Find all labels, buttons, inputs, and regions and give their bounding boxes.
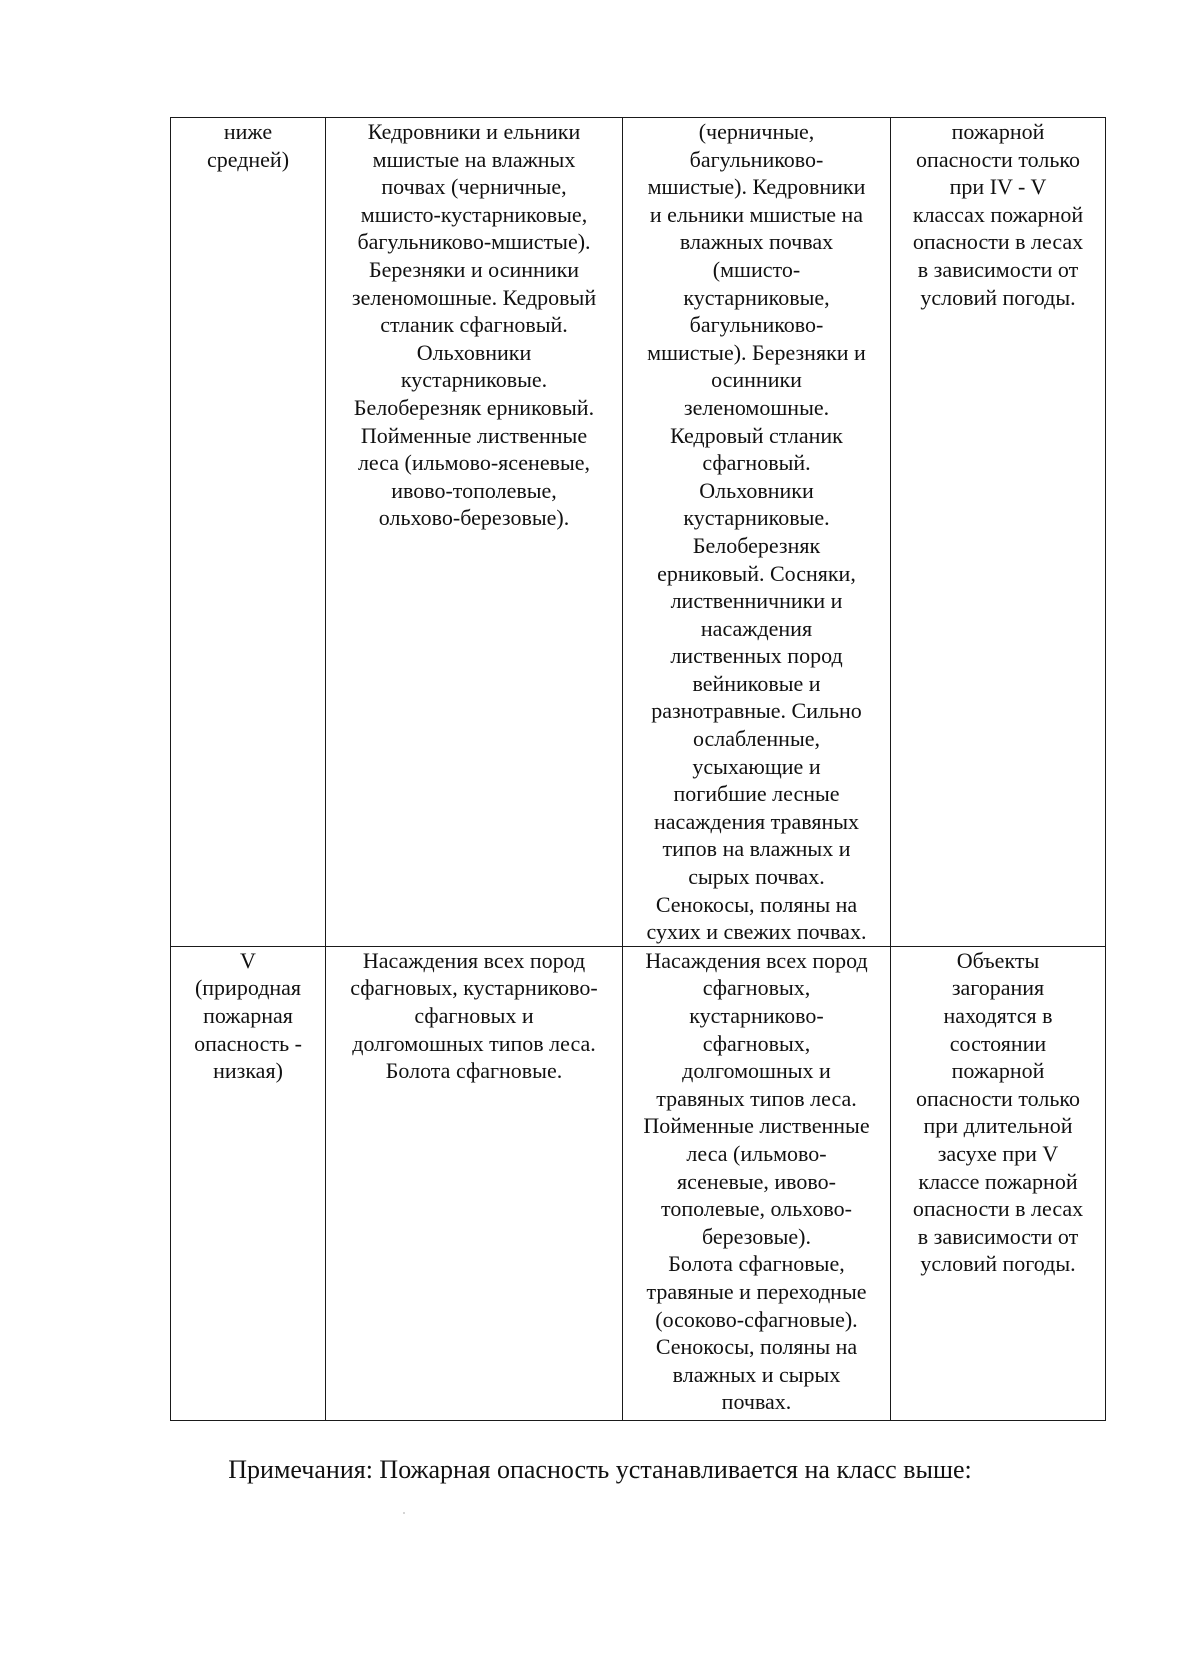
cell-text-line: кустарниковые, bbox=[683, 284, 830, 310]
cell-text-line: сфагновых, кустарниково- bbox=[350, 975, 598, 1001]
cell-text-line: усыхающие и bbox=[692, 753, 821, 779]
cell-text-line: в зависимости от bbox=[917, 1223, 1079, 1249]
cell-text-line: опасности в лесах bbox=[912, 229, 1084, 255]
cell-text-line: Кедровый стланик bbox=[670, 422, 843, 448]
cell-text-line: багульниково-мшистые). bbox=[357, 229, 591, 255]
cell-text-line: Ольховники bbox=[416, 339, 532, 365]
cell-text-line: сфагновых и bbox=[414, 1003, 534, 1028]
notes-heading: Примечания: Пожарная опасность устанавливается на класс выше: bbox=[228, 1455, 972, 1484]
cell-text-line: погибшие лесные bbox=[673, 781, 840, 807]
cell-text-line: влажных почвах bbox=[679, 229, 834, 255]
cell-text-line: низкая) bbox=[213, 1058, 283, 1084]
cell-text-line: влажных и сырых bbox=[672, 1361, 841, 1387]
cell-text-line: мшисто-кустарниковые, bbox=[360, 201, 588, 227]
cell-text-line: сырых почвах. bbox=[688, 864, 825, 890]
forest-types-cell bbox=[326, 946, 623, 1420]
cell-text-line: разнотравные. Сильно bbox=[651, 698, 862, 724]
cell-text-line: условий погоды. bbox=[920, 1251, 1076, 1277]
cell-text-line: долгомошных типов леса. bbox=[352, 1030, 596, 1056]
cell-text-line: Сенокосы, поляны на bbox=[655, 891, 858, 917]
cell-text-line: Болота сфагновые. bbox=[385, 1058, 563, 1084]
cell-text-line: Сенокосы, поляны на bbox=[655, 1334, 858, 1360]
cell-text-line: Болота сфагновые, bbox=[668, 1251, 845, 1277]
cell-text-line: и ельники мшистые на bbox=[649, 201, 864, 227]
fire-danger-table bbox=[170, 117, 1106, 1421]
cell-text-line: травяные и переходные bbox=[646, 1278, 867, 1304]
class-cell bbox=[171, 946, 326, 1420]
cell-text-line: опасности только bbox=[916, 1085, 1080, 1111]
table-row bbox=[171, 946, 1106, 1420]
cell-text-line: V bbox=[240, 947, 256, 973]
cell-text-line: сфагновых, bbox=[702, 975, 811, 1001]
forest-types-extended-cell bbox=[623, 946, 891, 1420]
cell-text-line: зеленомошные. Кедровый bbox=[351, 284, 597, 310]
cell-text-line: пожарной bbox=[951, 119, 1045, 144]
cell-text-line: сфагновых, bbox=[702, 1030, 811, 1056]
cell-text-line: находятся в bbox=[943, 1003, 1053, 1028]
cell-text-line: классах пожарной bbox=[912, 201, 1084, 227]
cell-text-line: леса (ильмово-ясеневые, bbox=[357, 450, 591, 476]
cell-text-line: ивово-тополевые, bbox=[391, 477, 557, 503]
cell-text-line: опасность - bbox=[194, 1030, 302, 1056]
conditions-cell bbox=[891, 118, 1106, 947]
cell-text-line: Белоберезняк bbox=[692, 532, 821, 558]
cell-text-line: при IV - V bbox=[949, 174, 1047, 200]
cell-text-line: состоянии bbox=[949, 1030, 1047, 1056]
cell-text-line: лиственничники и bbox=[670, 588, 843, 614]
cell-text-line: ниже bbox=[223, 119, 273, 144]
cell-text-line: Ольховники bbox=[699, 477, 814, 503]
table-row bbox=[171, 118, 1106, 947]
cell-text-line: почвах. bbox=[721, 1389, 792, 1415]
cell-text-line: березовые). bbox=[701, 1223, 812, 1249]
cell-text-line: средней) bbox=[206, 146, 290, 172]
cell-text-line: зеленомошные. bbox=[683, 394, 830, 420]
cell-text-line: мшистые на влажных bbox=[372, 146, 576, 172]
cell-text-line: кустарниково- bbox=[689, 1003, 824, 1028]
cell-text-line: Насаждения всех пород bbox=[362, 947, 586, 973]
cell-text-line: багульниково- bbox=[689, 312, 824, 338]
cell-text-line: при длительной bbox=[923, 1113, 1073, 1139]
cell-text-line: ясеневые, ивово- bbox=[677, 1168, 836, 1194]
cell-text-line: засухе при V bbox=[937, 1140, 1059, 1166]
cell-text-line: багульниково- bbox=[689, 146, 824, 172]
cell-text-line: почвах (черничные, bbox=[381, 174, 567, 200]
cell-text-line: опасности только bbox=[916, 146, 1080, 172]
cell-text-line: (природная bbox=[194, 975, 302, 1001]
cell-text-line: тополевые, ольхово- bbox=[661, 1196, 852, 1222]
cell-text-line: пожарная bbox=[203, 1003, 293, 1028]
cell-text-line: условий погоды. bbox=[920, 284, 1076, 310]
cell-text-line: в зависимости от bbox=[917, 256, 1079, 282]
cell-text-line: леса (ильмово- bbox=[686, 1140, 827, 1166]
class-cell bbox=[171, 118, 326, 947]
scan-speck bbox=[403, 1512, 405, 1514]
cell-text-line: лиственных пород bbox=[670, 643, 843, 669]
cell-text-line: травяных типов леса. bbox=[656, 1085, 857, 1111]
cell-text-line: ольхово-березовые). bbox=[378, 505, 570, 531]
conditions-cell bbox=[891, 946, 1106, 1420]
cell-text-line: (мшисто- bbox=[712, 256, 801, 282]
cell-text-line: сфагновый. bbox=[702, 450, 811, 476]
cell-text-line: Березняки и осинники bbox=[368, 256, 580, 282]
cell-text-line: стланик сфагновый. bbox=[380, 312, 568, 338]
cell-text-line: вейниковые и bbox=[692, 670, 821, 696]
cell-text-line: кустарниковые. bbox=[683, 505, 830, 531]
cell-text-line: (осоково-сфагновые). bbox=[655, 1306, 858, 1332]
forest-types-cell bbox=[326, 118, 623, 947]
cell-text-line: пожарной bbox=[951, 1058, 1045, 1084]
cell-text-line: мшистые). Кедровники bbox=[647, 174, 866, 200]
cell-text-line: Кедровники и ельники bbox=[367, 119, 581, 144]
cell-text-line: насаждения bbox=[700, 615, 813, 641]
cell-text-line: сухих и свежих почвах. bbox=[646, 919, 867, 945]
cell-text-line: долгомошных и bbox=[682, 1058, 831, 1084]
cell-text-line: ослабленные, bbox=[692, 726, 821, 752]
cell-text-line: загорания bbox=[951, 975, 1045, 1001]
cell-text-line: кустарниковые. bbox=[400, 367, 548, 393]
cell-text-line: ерниковый. Сосняки, bbox=[657, 560, 856, 586]
cell-text-line: типов на влажных и bbox=[662, 836, 851, 862]
cell-text-line: (черничные, bbox=[698, 119, 815, 144]
cell-text-line: Насаждения всех пород bbox=[645, 947, 868, 973]
cell-text-line: мшистые). Березняки и bbox=[647, 339, 866, 365]
cell-text-line: классе пожарной bbox=[918, 1168, 1078, 1194]
cell-text-line: опасности в лесах bbox=[912, 1196, 1084, 1222]
cell-text-line: Пойменные лиственные bbox=[643, 1113, 870, 1139]
cell-text-line: насаждения травяных bbox=[653, 808, 860, 834]
forest-types-extended-cell bbox=[623, 118, 891, 947]
cell-text-line: Объекты bbox=[956, 947, 1040, 973]
cell-text-line: Белоберезняк ерниковый. bbox=[353, 394, 595, 420]
cell-text-line: Пойменные лиственные bbox=[360, 422, 588, 448]
cell-text-line: осинники bbox=[711, 367, 802, 393]
